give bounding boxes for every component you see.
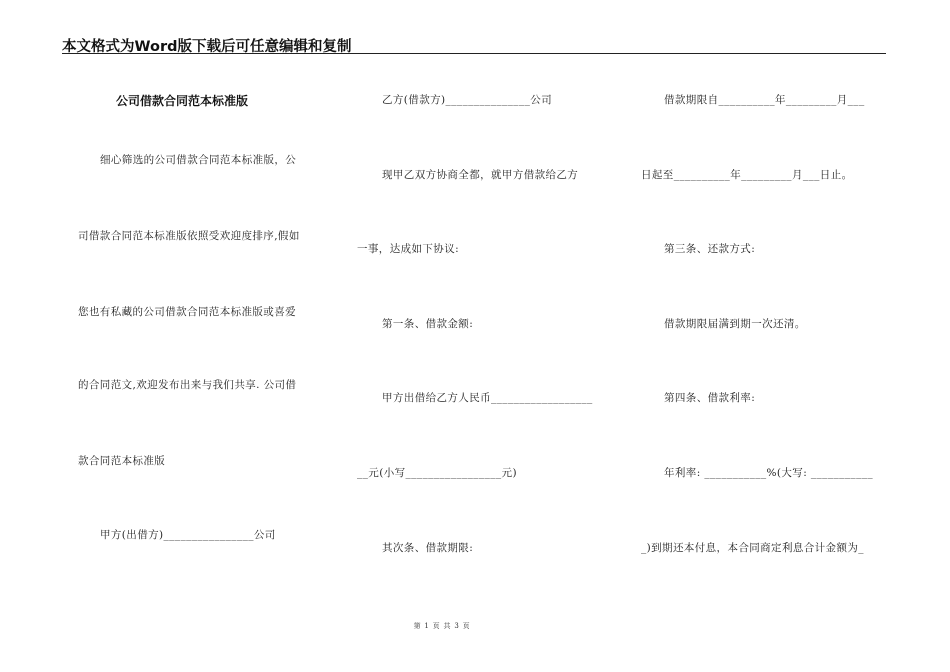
column2-line: 一事，达成如下协议: [357,243,460,255]
column2-line: __元(小写_________________元) [357,467,517,479]
column1-line: 司借款合同范本标准版依照受欢迎度排序,假如 [78,230,300,242]
column1-line: 款合同范本标准版 [78,455,166,467]
column3-line: _)到期还本付息，本合同商定利息合计金额为_ [641,542,864,554]
column2-line: 甲方出借给乙方人民币__________________ [382,392,593,404]
column2-line: 现甲乙双方协商全都，就甲方借款给乙方 [382,169,579,181]
column1-line: 的合同范文,欢迎发布出来与我们共享. 公司借 [78,379,297,391]
document-header-title: 本文格式为Word版下载后可任意编辑和复制 [62,39,352,55]
document-title: 公司借款合同范本标准版 [116,94,249,108]
column3-line: 第四条、借款利率: [664,392,756,404]
column3-line: 年利率: ___________%(大写: ___________ [664,467,874,479]
column3-line: 借款期限自__________年_________月___ [664,94,865,106]
header-divider [62,53,886,54]
column2-line: 其次条、借款期限: [382,542,474,554]
column1-line: 细心筛选的公司借款合同范本标准版，公 [100,154,297,166]
column3-line: 借款期限届满到期一次还清。 [664,318,806,330]
column2-line: 乙方(借款方)_______________公司 [382,94,553,106]
column2-line: 第一条、借款金额: [382,318,474,330]
page-number: 第 1 页 共 3 页 [413,622,471,630]
column1-line: 甲方(出借方)________________公司 [100,529,276,541]
column3-line: 日起至__________年_________月___日止。 [641,169,853,181]
column1-line: 您也有私藏的公司借款合同范本标准版或喜爱 [78,306,296,318]
column3-line: 第三条、还款方式: [664,243,756,255]
